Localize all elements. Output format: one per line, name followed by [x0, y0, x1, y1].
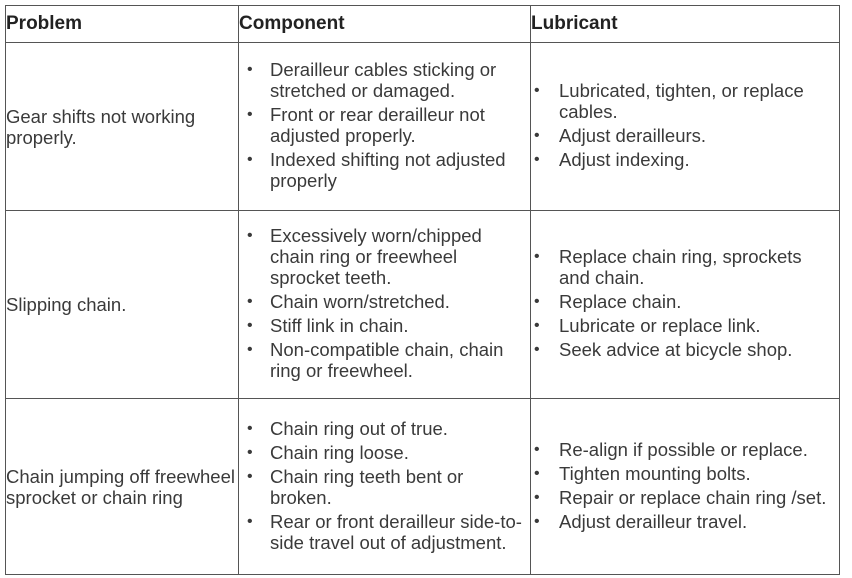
- component-item: • Front or rear derailleur not adjusted properly.: [239, 104, 530, 146]
- component-item: • Non-compatible chain, chain ring or freewheel.: [239, 339, 530, 381]
- table-row: [6, 399, 840, 575]
- component-cell: [239, 211, 531, 399]
- header-problem: Problem: [6, 6, 239, 43]
- component-cell: [239, 43, 531, 211]
- lubricant-item: • Re-align if possible or replace.: [531, 439, 839, 460]
- problem-cell: Slipping chain.: [6, 211, 239, 399]
- lubricant-item: • Replace chain ring, sprockets and chain.: [531, 246, 839, 288]
- problem-cell: Gear shifts not working properly.: [6, 43, 239, 211]
- lubricant-item: • Replace chain.: [531, 291, 839, 312]
- lubricant-item: • Adjust indexing.: [531, 149, 839, 170]
- lubricant-item: • Adjust derailleurs.: [531, 125, 839, 146]
- component-item: • Chain ring loose.: [239, 442, 530, 463]
- component-item: • Indexed shifting not adjusted properly: [239, 149, 530, 191]
- component-cell: [239, 399, 531, 575]
- lubricant-cell: [531, 43, 840, 211]
- component-item: • Chain ring out of true.: [239, 418, 530, 439]
- component-item: • Excessively worn/chipped chain ring or freewheel sprocket teeth.: [239, 225, 530, 288]
- component-item: • Chain ring teeth bent or broken.: [239, 466, 530, 508]
- lubricant-item: • Adjust derailleur travel.: [531, 511, 839, 532]
- header-row: [6, 6, 840, 43]
- lubricant-item: • Lubricate or replace link.: [531, 315, 839, 336]
- table-row: [6, 211, 840, 399]
- component-item: • Stiff link in chain.: [239, 315, 530, 336]
- header-component: Component: [239, 6, 531, 43]
- lubricant-item: • Lubricated, tighten, or replace cables.: [531, 80, 839, 122]
- troubleshooting-table: [5, 5, 840, 575]
- lubricant-item: • Repair or replace chain ring /set.: [531, 487, 839, 508]
- lubricant-item: • Seek advice at bicycle shop.: [531, 339, 839, 360]
- header-lubricant: Lubricant: [531, 6, 840, 43]
- component-item: • Rear or front derailleur side-to-side travel out of adjustment.: [239, 511, 530, 553]
- lubricant-cell: [531, 211, 840, 399]
- lubricant-cell: [531, 399, 840, 575]
- lubricant-item: • Tighten mounting bolts.: [531, 463, 839, 484]
- component-item: • Derailleur cables sticking or stretched or damaged.: [239, 59, 530, 101]
- table-row: [6, 43, 840, 211]
- component-item: • Chain worn/stretched.: [239, 291, 530, 312]
- problem-cell: Chain jumping off freewheel sprocket or chain ring: [6, 399, 239, 575]
